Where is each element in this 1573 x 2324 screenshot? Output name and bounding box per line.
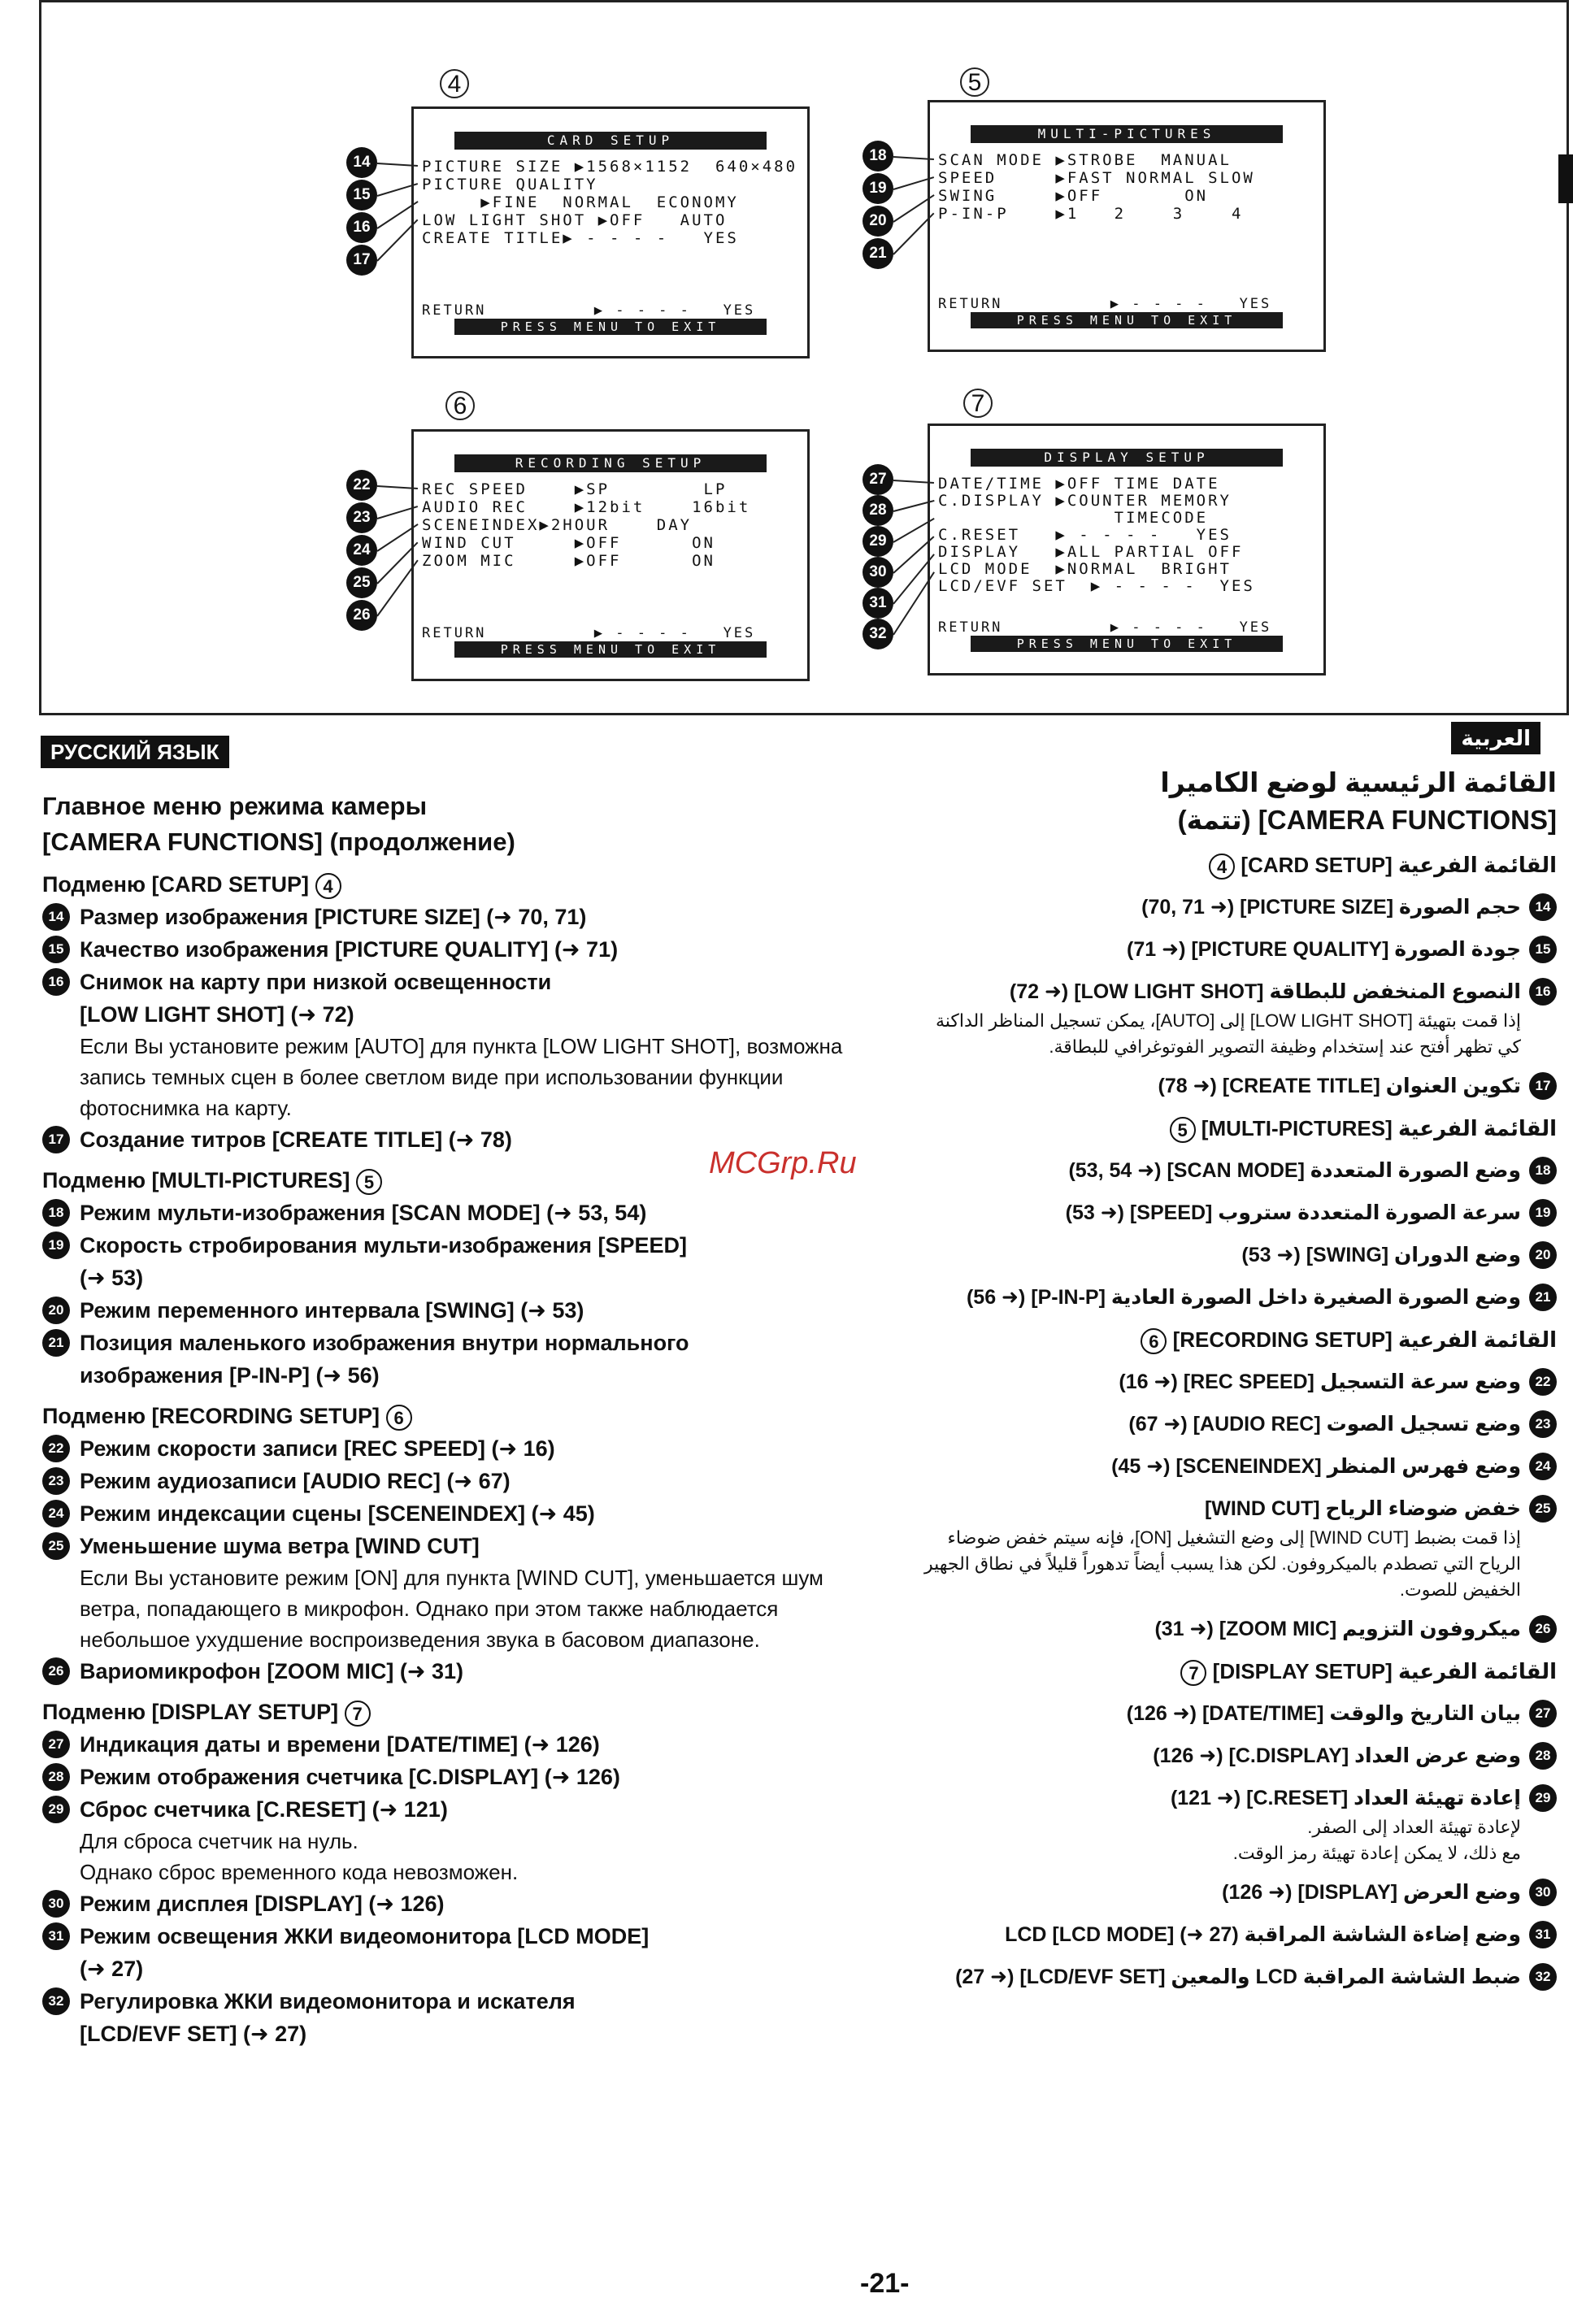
callout-28: 28 (863, 495, 893, 526)
menu-screens-figure (39, 0, 1569, 715)
callout-21: 21 (863, 238, 893, 269)
menu-screen-return-row: RETURN ▶ - - - - YES (938, 296, 1272, 312)
item-number-badge: 18 (42, 1199, 70, 1227)
russian-title-line2: [CAMERA FUNCTIONS] (продолжение) (42, 828, 515, 856)
arabic-language-tab: العربية (1451, 722, 1540, 754)
menu-item-25 (42, 1530, 871, 1562)
menu-item-23 (42, 1465, 871, 1497)
menu-screen-row: C.DISPLAY ▶COUNTER MEMORY (938, 492, 1232, 510)
item-number-badge: 31 (1529, 1921, 1557, 1948)
menu-item-16 (42, 966, 871, 1031)
menu-item-16 (923, 975, 1557, 1008)
item-number-badge: 14 (42, 903, 70, 931)
item-number-badge: 19 (42, 1232, 70, 1259)
item-text: Создание титров [CREATE TITLE] (➜ 78) (80, 1127, 512, 1152)
submenu-number-icon: 6 (386, 1405, 412, 1431)
item-text: Режим освещения ЖКИ видеомонитора [LCD MODE] (80, 1924, 650, 1948)
screen-number-4: 4 (440, 69, 469, 98)
item-number-badge: 23 (1529, 1410, 1557, 1438)
menu-screen-title: RECORDING SETUP (454, 454, 767, 472)
submenu-heading (42, 868, 871, 901)
submenu-label: Подменю [DISPLAY SETUP] (42, 1700, 345, 1724)
item-text-cont: [LOW LIGHT SHOT] (➜ 72) (80, 1002, 354, 1027)
menu-screen-row: WIND CUT ▶OFF ON (422, 534, 715, 552)
menu-screen-row: CREATE TITLE▶ - - - - YES (422, 229, 739, 247)
callout-16: 16 (346, 212, 377, 243)
callout-22: 22 (346, 470, 377, 501)
item-text: Уменьшение шума ветра [WIND CUT] (80, 1534, 480, 1558)
arabic-sections (923, 849, 1557, 1993)
item-text: Режим скорости записи [REC SPEED] (➜ 16) (80, 1436, 555, 1461)
item-text: وضع الصورة المتعددة [SCAN MODE] (➜ 53, 54) (1068, 1159, 1521, 1182)
submenu-label: القائمة الفرعية [MULTI-PICTURES] (1195, 1116, 1557, 1140)
screen-number-5: 5 (960, 67, 989, 97)
item-text: ميكروفون التزويم [ZOOM MIC] (➜ 31) (1154, 1618, 1521, 1640)
item-note: إذا قمت بتهيئة [LOW LIGHT SHOT] إلى [AUTO]، يمكن تسجيل المناظر الداكنة كي تظهر أفتح عند إستخدام وظيفة التصوير الفوتوغرافي للبطاقة. (935, 1010, 1521, 1057)
submenu-number-icon: 6 (1141, 1328, 1167, 1354)
item-number-badge: 21 (1529, 1284, 1557, 1311)
menu-item-18 (42, 1197, 871, 1229)
item-number-badge: 30 (1529, 1879, 1557, 1906)
item-number-badge: 16 (1529, 978, 1557, 1006)
callout-29: 29 (863, 526, 893, 557)
item-text: بيان التاريخ والوقت [DATE/TIME] (➜ 126) (1126, 1702, 1521, 1725)
item-number-badge: 22 (1529, 1368, 1557, 1396)
item-number-badge: 32 (42, 1987, 70, 2015)
callout-17: 17 (346, 245, 377, 276)
menu-item-21 (42, 1327, 871, 1392)
submenu-label: Подменю [RECORDING SETUP] (42, 1404, 386, 1428)
item-text: Индикация даты и времени [DATE/TIME] (➜ 126) (80, 1732, 600, 1757)
item-text: النصوع المنخفض للبطاقة [LOW LIGHT SHOT] (➜ 72) (1009, 980, 1521, 1003)
menu-screen-row: PICTURE QUALITY (422, 176, 598, 193)
menu-screen-return-row: RETURN ▶ - - - - YES (422, 625, 756, 641)
item-text: وضع تسجيل الصوت [AUDIO REC] (➜ 67) (1128, 1413, 1521, 1436)
item-text: خفض ضوضاء الرياح [WIND CUT] (1204, 1497, 1521, 1520)
item-text: وضع الصورة الصغيرة داخل الصورة العادية [P-IN-P] (➜ 56) (966, 1286, 1521, 1309)
menu-item-14 (42, 901, 871, 933)
item-text: وضع العرض [DISPLAY] (➜ 126) (1222, 1881, 1521, 1904)
callout-19: 19 (863, 173, 893, 204)
menu-screen-5 (928, 100, 1326, 352)
menu-item-21 (923, 1281, 1557, 1314)
section-edge-mark (1558, 154, 1573, 203)
item-number-badge: 28 (1529, 1742, 1557, 1770)
submenu-heading (923, 1112, 1557, 1145)
item-text: Режим аудиозаписи [AUDIO REC] (➜ 67) (80, 1469, 511, 1493)
russian-language-tab: РУССКИЙ ЯЗЫК (41, 736, 229, 768)
submenu-number-icon: 5 (1170, 1117, 1196, 1143)
item-number-badge: 27 (42, 1731, 70, 1758)
item-text: Регулировка ЖКИ видеомонитора и искателя (80, 1989, 576, 2013)
callout-31: 31 (863, 588, 893, 619)
item-text: Режим переменного интервала [SWING] (➜ 53) (80, 1298, 584, 1323)
item-number-badge: 21 (42, 1329, 70, 1357)
item-note: إذا قمت بضبط [WIND CUT] إلى وضع التشغيل [ON]، فإنه سيتم خفض ضوضاء الرياح التي تصطدم بالميكروفون. لكن هذا يسبب أيضاً تدهوراً قليلاً في نطاق الجهير الخفيض للصوت. (923, 1527, 1521, 1600)
item-number-badge: 19 (1529, 1199, 1557, 1227)
callout-25: 25 (346, 567, 377, 598)
item-text: وضع إضاءة الشاشة المراقبة LCD [LCD MODE] (➜ 27) (1005, 1923, 1521, 1946)
item-text: ضبط الشاشة المراقبة LCD والمعين [LCD/EVF SET] (➜ 27) (955, 1966, 1521, 1988)
menu-item-26 (923, 1613, 1557, 1645)
item-text: Позиция маленького изображения внутри нормального (80, 1331, 689, 1355)
item-number-badge: 25 (42, 1532, 70, 1560)
menu-screen-title: MULTI-PICTURES (971, 125, 1283, 143)
item-number-badge: 31 (42, 1922, 70, 1950)
item-number-badge: 29 (42, 1796, 70, 1823)
item-text: Скорость стробирования мульти-изображения [SPEED] (80, 1233, 687, 1258)
menu-item-22 (923, 1366, 1557, 1398)
item-number-badge: 26 (42, 1657, 70, 1685)
menu-screen-row: P-IN-P ▶1 2 3 4 (938, 205, 1244, 223)
menu-item-25 (923, 1492, 1557, 1525)
menu-screen-row: C.RESET ▶ - - - - YES (938, 526, 1232, 544)
menu-item-20 (923, 1239, 1557, 1271)
menu-screen-row: SCENEINDEX▶2HOUR DAY (422, 516, 693, 534)
callout-32: 32 (863, 619, 893, 649)
item-text: وضع فهرس المنظر [SCENEINDEX] (➜ 45) (1111, 1455, 1521, 1478)
menu-item-32 (42, 1985, 871, 2050)
menu-screen-row: AUDIO REC ▶12bit 16bit (422, 498, 751, 516)
menu-screen-return-row: RETURN ▶ - - - - YES (422, 302, 756, 319)
menu-screen-title: DISPLAY SETUP (971, 449, 1283, 467)
item-text-cont: [LCD/EVF SET] (➜ 27) (80, 2022, 307, 2046)
menu-screen-row: SWING ▶OFF ON (938, 187, 1209, 205)
item-text: Режим отображения счетчика [C.DISPLAY] (➜ 126) (80, 1765, 620, 1789)
callout-14: 14 (346, 147, 377, 178)
item-text: Режим дисплея [DISPLAY] (➜ 126) (80, 1892, 445, 1916)
menu-screen-row: PICTURE SIZE ▶1568×1152 640×480 (422, 158, 798, 176)
menu-screen-6 (411, 429, 810, 681)
menu-item-29 (923, 1782, 1557, 1814)
submenu-label: القائمة الفرعية [DISPLAY SETUP] (1206, 1659, 1557, 1683)
menu-screen-row: LCD/EVF SET ▶ - - - - YES (938, 577, 1255, 595)
submenu-heading (923, 849, 1557, 881)
item-number-badge: 20 (42, 1297, 70, 1324)
item-number-badge: 15 (42, 936, 70, 963)
menu-screen-row: DISPLAY ▶ALL PARTIAL OFF (938, 543, 1244, 561)
item-note: Однако сброс временного кода невозможен. (80, 1860, 519, 1884)
menu-item-18 (923, 1154, 1557, 1187)
menu-screen-7 (928, 424, 1326, 675)
callout-23: 23 (346, 502, 377, 533)
item-note: Если Вы установите режим [AUTO] для пункта [LOW LIGHT SHOT], возможна запись темных сцен в более светлом виде при использовании функции фотоснимка на карту. (80, 1034, 843, 1120)
item-number-badge: 18 (1529, 1157, 1557, 1184)
submenu-number-icon: 7 (1180, 1660, 1206, 1686)
submenu-label: القائمة الفرعية [CARD SETUP] (1235, 853, 1557, 877)
menu-item-27 (923, 1697, 1557, 1730)
arabic-column (923, 764, 1557, 1993)
menu-item-31 (923, 1918, 1557, 1951)
item-text-cont: (➜ 53) (80, 1266, 144, 1290)
item-number-badge: 26 (1529, 1615, 1557, 1643)
screen-number-6: 6 (445, 391, 475, 420)
page-number: -21- (860, 2268, 910, 2299)
submenu-number-icon: 5 (356, 1169, 382, 1195)
item-text: Режим мульти-изображения [SCAN MODE] (➜ 53, 54) (80, 1201, 647, 1225)
menu-item-29 (42, 1793, 871, 1826)
item-note: Для сброса счетчик на нуль. (80, 1829, 358, 1853)
item-number-badge: 17 (1529, 1072, 1557, 1100)
callout-27: 27 (863, 464, 893, 495)
menu-item-20 (42, 1294, 871, 1327)
menu-item-26 (42, 1655, 871, 1688)
item-number-badge: 16 (42, 968, 70, 996)
item-text: Размер изображения [PICTURE SIZE] (➜ 70, 71) (80, 905, 587, 929)
item-number-badge: 15 (1529, 936, 1557, 963)
menu-item-24 (923, 1450, 1557, 1483)
item-text: Вариомикрофон [ZOOM MIC] (➜ 31) (80, 1659, 463, 1683)
item-text: وضع سرعة التسجيل [REC SPEED] (➜ 16) (1119, 1371, 1521, 1393)
item-number-badge: 25 (1529, 1495, 1557, 1523)
menu-item-23 (923, 1408, 1557, 1440)
item-text: تكوين العنوان [CREATE TITLE] (➜ 78) (1158, 1075, 1521, 1097)
arabic-title-line2: [CAMERA FUNCTIONS] (تتمة) (1177, 805, 1557, 835)
menu-screen-row: TIMECODE (938, 509, 1209, 527)
item-text: وضع عرض العداد [C.DISPLAY] (➜ 126) (1153, 1744, 1521, 1767)
watermark: MCGrp.Ru (709, 1146, 857, 1180)
item-note: مع ذلك، لا يمكن إعادة تهيئة رمز الوقت. (1232, 1843, 1521, 1863)
menu-item-30 (923, 1876, 1557, 1909)
item-number-badge: 32 (1529, 1963, 1557, 1991)
submenu-heading (923, 1323, 1557, 1356)
submenu-heading (923, 1655, 1557, 1688)
item-number-badge: 24 (1529, 1453, 1557, 1480)
callout-15: 15 (346, 180, 377, 211)
menu-screen-row: LCD MODE ▶NORMAL BRIGHT (938, 560, 1232, 578)
menu-item-28 (923, 1740, 1557, 1772)
menu-screen-exit-bar: PRESS MENU TO EXIT (454, 319, 767, 335)
russian-column (42, 788, 871, 2050)
menu-item-28 (42, 1761, 871, 1793)
submenu-heading (42, 1400, 871, 1432)
menu-screen-row: DATE/TIME ▶OFF TIME DATE (938, 475, 1220, 493)
item-note: Если Вы установите режим [ON] для пункта [WIND CUT], уменьшается шум ветра, попадающего в микрофон. Однако при этом также наблюдается небольшое ухудшение воспроизведения звука в басовом диапазоне. (80, 1566, 823, 1652)
menu-screen-return-row: RETURN ▶ - - - - YES (938, 619, 1272, 636)
menu-screen-exit-bar: PRESS MENU TO EXIT (971, 312, 1283, 328)
menu-item-15 (923, 933, 1557, 966)
menu-item-19 (923, 1197, 1557, 1229)
menu-item-27 (42, 1728, 871, 1761)
item-text: Снимок на карту при низкой освещенности (80, 970, 552, 994)
submenu-label: Подменю [MULTI-PICTURES] (42, 1168, 357, 1192)
item-text: Качество изображения [PICTURE QUALITY] (➜ 71) (80, 937, 619, 962)
item-text: Сброс счетчика [C.RESET] (➜ 121) (80, 1797, 448, 1822)
russian-title-line1: Главное меню режима камеры (42, 792, 428, 820)
menu-screen-4 (411, 106, 810, 358)
submenu-label: القائمة الفرعية [RECORDING SETUP] (1167, 1327, 1557, 1352)
russian-sections (42, 868, 871, 2050)
menu-item-22 (42, 1432, 871, 1465)
menu-item-31 (42, 1920, 871, 1985)
menu-screen-row: REC SPEED ▶SP LP (422, 480, 728, 498)
menu-item-14 (923, 891, 1557, 923)
item-note: لإعادة تهيئة العداد إلى الصفر. (1307, 1817, 1521, 1837)
submenu-label: Подменю [CARD SETUP] (42, 872, 315, 897)
item-number-badge: 20 (1529, 1241, 1557, 1269)
item-text-cont: изображения [P-IN-P] (➜ 56) (80, 1363, 380, 1388)
callout-20: 20 (863, 206, 893, 237)
callout-24: 24 (346, 535, 377, 566)
screen-number-7: 7 (963, 389, 993, 418)
item-text: وضع الدوران [SWING] (➜ 53) (1241, 1244, 1521, 1266)
menu-item-19 (42, 1229, 871, 1294)
callout-26: 26 (346, 600, 377, 631)
menu-screen-exit-bar: PRESS MENU TO EXIT (971, 636, 1283, 652)
callout-18: 18 (863, 141, 893, 172)
arabic-title-line1: القائمة الرئيسية لوضع الكاميرا (1160, 767, 1557, 797)
item-number-badge: 27 (1529, 1700, 1557, 1727)
item-text: إعادة تهيئة العداد [C.RESET] (➜ 121) (1170, 1787, 1521, 1809)
item-text-cont: (➜ 27) (80, 1957, 144, 1981)
menu-screen-row: SPEED ▶FAST NORMAL SLOW (938, 169, 1255, 187)
item-text: سرعة الصورة المتعددة ستروب [SPEED] (➜ 53) (1065, 1201, 1521, 1224)
item-number-badge: 28 (42, 1763, 70, 1791)
menu-item-30 (42, 1887, 871, 1920)
item-text: Режим индексации сцены [SCENEINDEX] (➜ 45) (80, 1501, 595, 1526)
callout-30: 30 (863, 557, 893, 588)
submenu-number-icon: 4 (315, 873, 341, 899)
menu-screen-row: ▶FINE NORMAL ECONOMY (422, 193, 739, 211)
menu-item-24 (42, 1497, 871, 1530)
menu-item-17 (923, 1070, 1557, 1102)
menu-screen-row: LOW LIGHT SHOT ▶OFF AUTO (422, 211, 728, 229)
item-number-badge: 30 (42, 1890, 70, 1918)
item-number-badge: 23 (42, 1467, 70, 1495)
item-number-badge: 22 (42, 1435, 70, 1462)
submenu-heading (42, 1696, 871, 1728)
item-text: حجم الصورة [PICTURE SIZE] (➜ 70, 71) (1141, 896, 1521, 919)
submenu-number-icon: 7 (345, 1701, 371, 1727)
item-number-badge: 24 (42, 1500, 70, 1527)
menu-screen-row: ZOOM MIC ▶OFF ON (422, 552, 715, 570)
menu-screen-exit-bar: PRESS MENU TO EXIT (454, 641, 767, 658)
menu-screen-row: SCAN MODE ▶STROBE MANUAL (938, 151, 1232, 169)
menu-item-15 (42, 933, 871, 966)
submenu-number-icon: 4 (1209, 854, 1235, 880)
menu-item-32 (923, 1961, 1557, 1993)
item-number-badge: 29 (1529, 1784, 1557, 1812)
menu-screen-title: CARD SETUP (454, 132, 767, 150)
item-text: جودة الصورة [PICTURE QUALITY] (➜ 71) (1127, 938, 1521, 961)
item-number-badge: 17 (42, 1126, 70, 1153)
item-number-badge: 14 (1529, 893, 1557, 921)
